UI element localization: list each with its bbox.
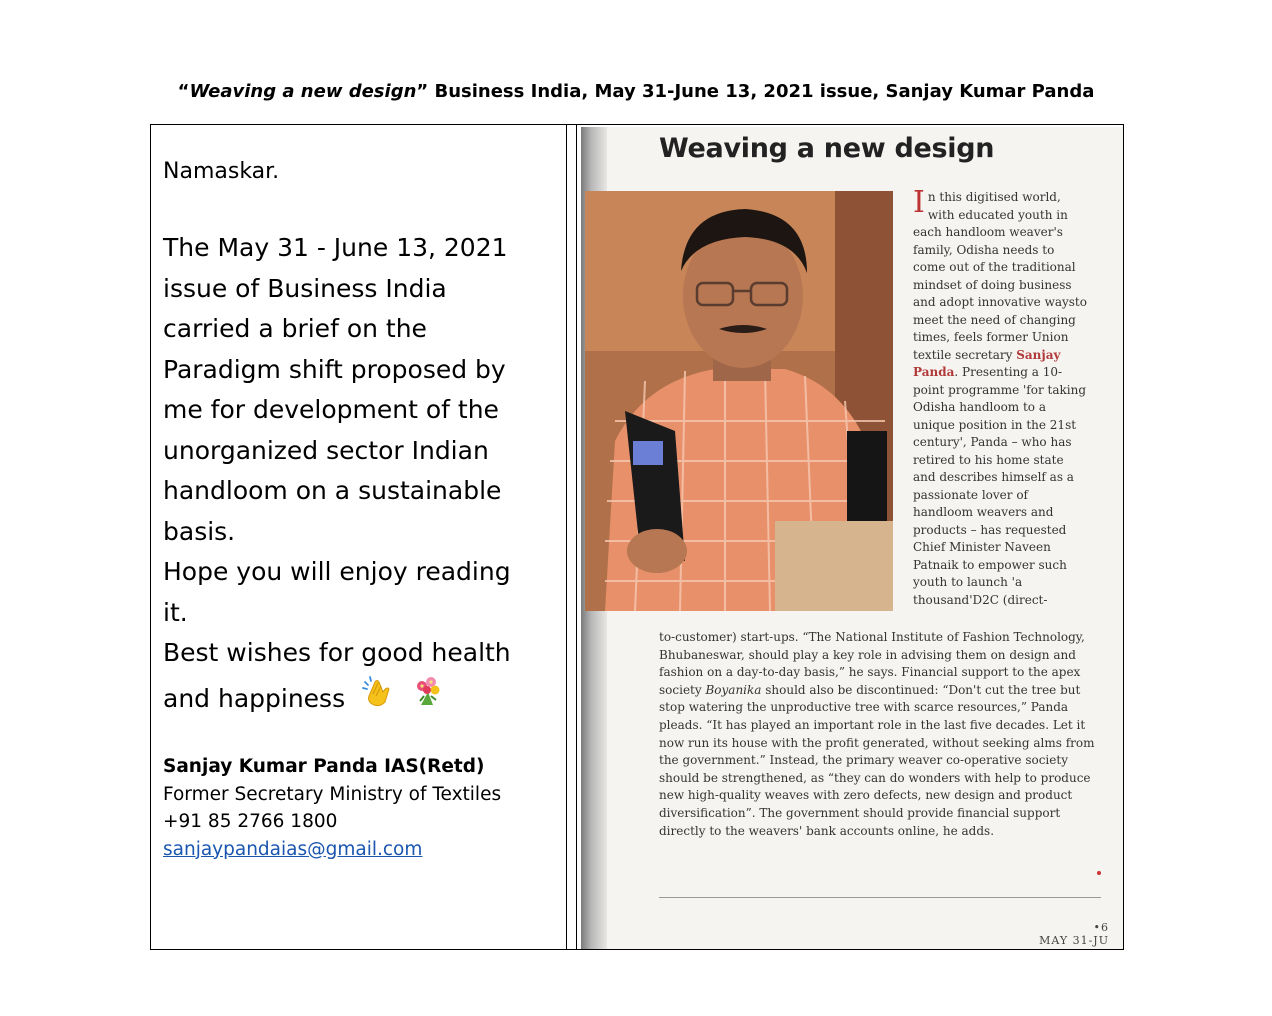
- column-two-italic: Boyanika: [705, 682, 762, 697]
- message-body: [163, 228, 559, 725]
- clipping-title: Weaving a new design: [659, 133, 995, 164]
- letter-cell: [151, 125, 567, 949]
- header-open-quote: “: [177, 81, 190, 102]
- signature-block: [163, 753, 501, 863]
- greeting: Namaskar.: [163, 159, 280, 184]
- issue-date: MAY 31-JU: [1039, 934, 1109, 947]
- signature-title: Former Secretary Ministry of Textiles: [163, 783, 502, 805]
- footer-rule: [659, 897, 1101, 898]
- message-line: Best wishes for good health: [163, 638, 511, 667]
- end-mark-dot: [1097, 871, 1101, 875]
- message-line: me for development of the: [163, 395, 499, 424]
- portrait-photo: [585, 191, 893, 611]
- document-header: [0, 80, 1272, 104]
- message-line: carried a brief on the: [163, 314, 427, 343]
- column-two-text-continued: should also be discontinued: “Don't cut the tree but stop watering the unproductive tree with scarce resources,” Panda pleads. “It has played an important role in the last five decades. Let it now run its house with the profit generated, without seeking alms from the government.” Instead, the primary weaver co-operative society should be strengthened, as “they can do wonders with help to produce new high-quality weaves with zero defects, new design and product diversification”. The government should provide financial support directly to the weavers' bank accounts online, he adds.: [659, 682, 1095, 838]
- signature-email-link[interactable]: sanjaypandaias@gmail.com: [163, 838, 423, 860]
- page-number: •6: [1093, 921, 1109, 934]
- drop-cap: I: [913, 185, 925, 220]
- message-line: unorganized sector Indian: [163, 435, 489, 465]
- column-one-highlight: Sanjay Panda: [913, 347, 1061, 379]
- signature-name: Sanjay Kumar Panda IAS(Retd): [163, 756, 485, 777]
- column-one-text: n this digitised world, with educated youth in each handloom weaver's family, Odisha needs to come out of the traditional mindset of doing business and adopt innovative waysto meet the need of changing times, feels former Union textile secretary: [913, 190, 1087, 362]
- column-two-text: to-customer) start-ups. “The National Institute of Fashion Technology, Bhubaneswar, should play a key role in advising them on design and fashion on a day-to-day basis,” he says. Financial support to the apex society: [659, 630, 1085, 697]
- message-line: it.: [163, 597, 188, 627]
- signature-phone: +91 85 2766 1800: [163, 811, 338, 832]
- header-citation: ” Business India, May 31-June 13, 2021 issue, Sanjay Kumar Panda: [416, 81, 1095, 102]
- message-line: The May 31 - June 13, 2021: [163, 233, 508, 262]
- content-table: [150, 124, 1124, 950]
- message-line: Hope you will enjoy reading: [163, 557, 511, 586]
- clipping-column-one: [913, 185, 1089, 609]
- message-closing-line: [163, 674, 559, 726]
- message-line: basis.: [163, 516, 236, 546]
- header-article-title: Weaving a new design: [189, 81, 417, 102]
- flower-bouquet-icon: [411, 674, 445, 725]
- column-one-text-continued: . Presenting a 10-point programme 'for taking Odisha handloom to a unique position in the 21st century', Panda – who has retired to his home state and describes himself as a passionate lover of handloom weavers and products – has requested Chief Minister Naveen Patnaik to empower such youth to launch 'a thousand'D2C (direct-: [913, 365, 1087, 607]
- clipping-footer: [1039, 921, 1109, 947]
- magazine-clipping: [581, 127, 1123, 949]
- clapping-hands-icon: [361, 674, 395, 725]
- closing-text: and happiness: [163, 683, 346, 713]
- table-gutter-column: [567, 125, 577, 949]
- clipping-column-two: [659, 629, 1099, 840]
- message-line: handloom on a sustainable: [163, 476, 502, 505]
- message-line: issue of Business India: [163, 273, 447, 303]
- message-line: Paradigm shift proposed by: [163, 354, 506, 384]
